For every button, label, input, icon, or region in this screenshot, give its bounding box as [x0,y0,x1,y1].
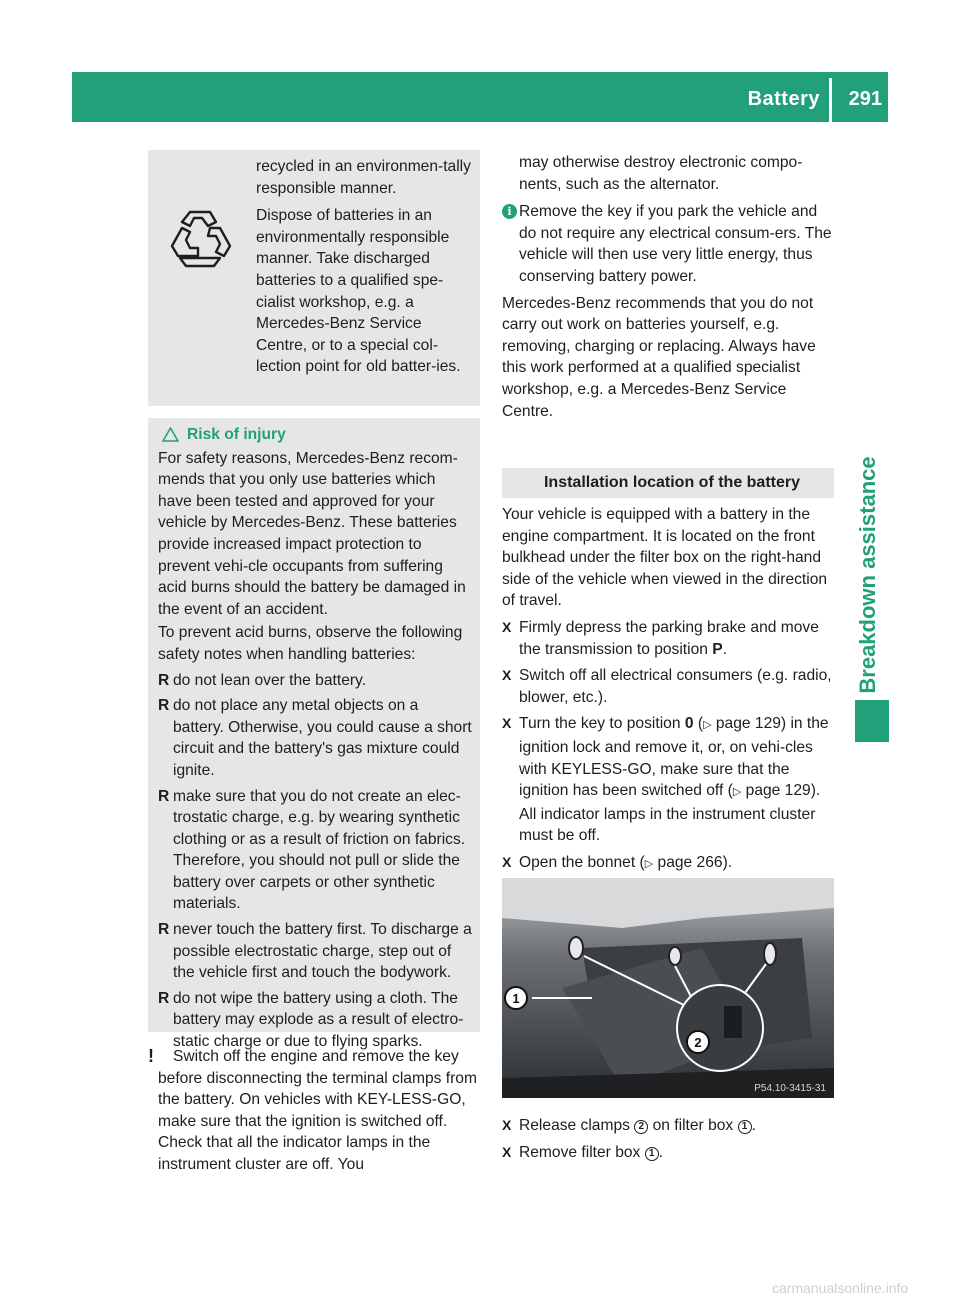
callout-1-icon: 1 [738,1120,752,1134]
notice-text: before disconnecting the terminal clamps from the battery. On vehicles with KEY-LESS-GO, make sure that the ignition is switched off. Check that all the indicator lamps in the instrument cluster are off. You [158,1069,477,1173]
page-reference-link[interactable]: page 266 [657,853,723,871]
step-item: X Turn the key to position 0 (▷ page 129) in the ignition lock and remove it, or, on vehi-cles with KEYLESS-GO, make sure that the ignition has been switched off (▷ page 129). All indicator lamps in the instrument cluster must be off. [502,715,829,845]
step-marker-icon: X [502,618,512,635]
watermark: carmanualsonline.info [772,1280,909,1296]
notice-first-line: Switch off the engine and remove the key [173,1048,459,1065]
notice-exclamation-icon: ! [148,1046,154,1066]
step-item: X Remove filter box 1 . [502,1142,836,1164]
recommendation-text: Mercedes-Benz recommends that you do not carry out work on batteries yourself, e.g. removing, charging or replacing. Always have this work performed at a qualified specialist workshop, e.g. a Mercedes-Benz Service Centre. [502,294,816,420]
installation-steps [502,504,836,876]
chapter-tab-marker [855,700,889,742]
recycle-icon [168,208,232,270]
step-item: X Open the bonnet (▷ page 266). [502,852,836,876]
photo-callout-2: 2 [694,1035,702,1050]
recycling-text [256,156,472,378]
section-title: Battery [747,88,820,110]
recycling-para-2: Dispose of batteries in an environmentally responsible manner. Take discharged batteries to a qualified spe-cialist workshop, e.g. a Mercedes-Benz Service Centre, or to a special col-lection point for old batter-ies. [256,207,461,376]
step-marker-icon: X [502,1117,512,1133]
recycling-info-box [148,150,480,406]
step-item: X Release clamps 2 on filter box 1 . [502,1115,836,1137]
chapter-tab-label: Breakdown assistance [855,456,880,694]
step-marker-icon: X [502,853,512,870]
page-reference-link[interactable]: page 129 [745,782,811,800]
bullet-icon: R [158,921,170,939]
callout-2-icon: 2 [634,1120,648,1134]
info-icon: i [502,204,517,219]
warning-list [158,670,472,1053]
right-column-top [502,152,836,422]
list-item: R never touch the battery first. To discharge a possible electrostatic charge, step out of the vehicle first and touch the bodywork. [158,921,472,982]
page-reference-arrow-icon: ▷ [644,857,654,870]
warning-title-text: Risk of injury [187,426,286,443]
list-item: R do not wipe the battery using a cloth. The battery may explode as a result of electro-static charge or due to flying sparks. [158,989,464,1051]
step-marker-icon: X [502,715,512,732]
info-text: Remove the key if you park the vehicle and do not require any electrical consum-ers. The vehicle will then use very little energy, thus conserving battery power. [519,203,832,285]
step-item: X Switch off all electrical consumers (e.g. radio, blower, etc.). [502,667,832,706]
photo-code: P54.10-3415-31 [754,1083,826,1094]
page-number: 291 [848,88,882,110]
notice-continuation: may otherwise destroy electronic compo-nents, such as the alternator. [519,154,803,193]
header-bar [72,72,888,122]
engine-photo-illustration [502,878,834,1098]
bullet-icon: R [158,787,170,805]
list-item: R make sure that you do not create an elec-trostatic charge, e.g. by wearing synthetic clothing or as a result of friction on fabrics. Therefore, you should not pull or slide the battery over carpets or other synthetic materials. [158,787,466,913]
bullet-icon: R [158,671,170,689]
page-reference-arrow-icon: ▷ [703,719,712,732]
callout-1-icon: 1 [645,1147,659,1161]
step-marker-icon: X [502,1143,512,1160]
list-item: R do not place any metal objects on a battery. Otherwise, you could cause a short circuit and the battery's gas mixture could ignite. [158,697,472,779]
warning-triangle-icon [162,427,179,442]
warning-title [162,424,472,446]
engine-compartment-photo [502,878,834,1098]
warning-para-1: For safety reasons, Mercedes-Benz recom-mends that you only use batteries which have been tested and approved for your vehicle by Mercedes-Benz. These batteries provide increased impact protection to prevent vehi-cle occupants from suffering acid burns should the battery be damaged in the event of an accident. [158,449,466,618]
header-divider [829,78,832,122]
warning-box [148,418,480,1051]
step-item: X Firmly depress the parking brake and move the transmission to position P. [502,618,819,658]
info-note [502,201,836,287]
chapter-tab[interactable] [848,450,888,700]
notice-block [148,1046,482,1176]
installation-steps-bottom [502,1110,836,1163]
photo-callout-1: 1 [512,991,520,1006]
recycling-para-1: recycled in an environmen-tally responsible manner. [256,158,471,197]
page-reference-link[interactable]: page 129 [715,715,781,733]
bullet-icon: R [158,697,170,715]
bullet-icon: R [158,989,170,1007]
installation-intro: Your vehicle is equipped with a battery in the engine compartment. It is located on the front bulkhead under the filter box on the right-hand side of the vehicle when viewed in the direction of travel. [502,506,828,610]
page-reference-arrow-icon: ▷ [732,786,742,799]
warning-para-2: To prevent acid burns, observe the following safety notes when handling batteries: [158,624,463,663]
step-marker-icon: X [502,667,512,684]
list-item: R do not lean over the battery. [158,670,472,692]
section-heading: Installation location of the battery [502,468,834,498]
